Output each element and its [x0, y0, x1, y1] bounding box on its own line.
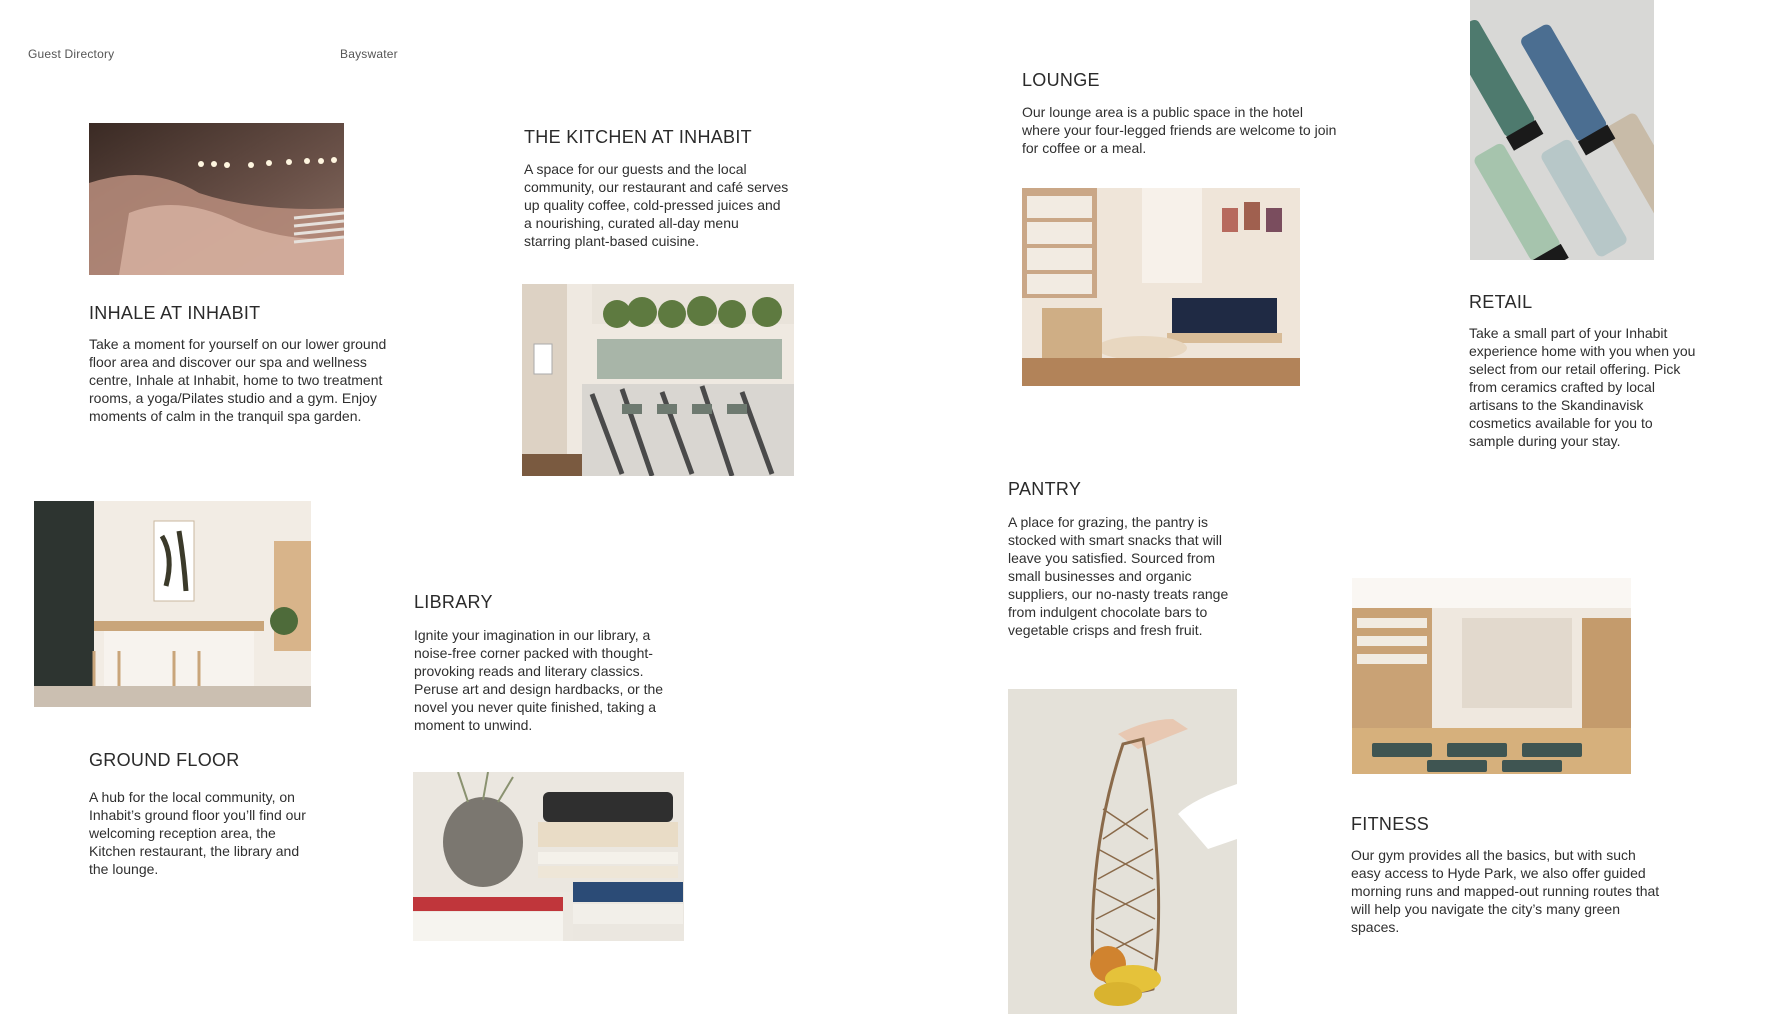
pantry-description: A place for grazing, the pantry is stocked with smart snacks that will leave you satisfied. Sourced from small businesses and organic suppliers, our no-nasty treats range from indulgent chocolate bars to vegetable crisps and fresh fruit.: [1008, 514, 1229, 638]
guest-directory-link[interactable]: Guest Directory: [28, 47, 115, 61]
kitchen-description: A space for our guests and the local community, our restaurant and café serves up quality coffee, cold-pressed juices and a nourishing, curated all-day menu starring plant-based cuisine.: [524, 161, 789, 249]
fitness-image: [1352, 578, 1631, 774]
location-link[interactable]: Bayswater: [340, 47, 398, 61]
kitchen-image: [522, 284, 794, 476]
retail-title: RETAIL: [1469, 292, 1533, 312]
spa-massage-image: [89, 123, 344, 275]
fitness-title: FITNESS: [1351, 814, 1430, 834]
ground-floor-title: GROUND FLOOR: [89, 750, 240, 770]
retail-description: Take a small part of your Inhabit experience home with you when you select from our retail offering. Pick from ceramics crafted by local artisans to the Skandinavisk cosmetics available for you to sample during your stay.: [1469, 325, 1696, 449]
ground-floor-image: [34, 501, 311, 707]
lounge-description: Our lounge area is a public space in the hotel where your four-legged friends are welcome to join for coffee or a meal.: [1022, 104, 1337, 156]
pantry-image: [1008, 689, 1237, 1014]
inhale-title: INHALE AT INHABIT: [89, 303, 261, 323]
fitness-description: Our gym provides all the basics, but with such easy access to Hyde Park, we also offer guided morning runs and mapped-out running routes that will help you navigate the city’s many green spaces.: [1351, 847, 1660, 935]
lounge-title: LOUNGE: [1022, 70, 1100, 90]
ground-floor-description: A hub for the local community, on Inhabit’s ground floor you’ll find our welcoming reception area, the Kitchen restaurant, the library and the lounge.: [89, 789, 306, 877]
pantry-title: PANTRY: [1008, 479, 1082, 499]
library-description: Ignite your imagination in our library, a noise-free corner packed with thought-provoking reads and literary classics. Peruse art and design hardbacks, or the novel you never quite finished, taking a moment to unwind.: [414, 627, 664, 733]
library-image: [413, 772, 684, 941]
library-title: LIBRARY: [414, 592, 493, 612]
kitchen-title: THE KITCHEN AT INHABIT: [524, 127, 752, 147]
retail-image: [1470, 0, 1654, 260]
lounge-image: [1022, 188, 1300, 386]
inhale-description: Take a moment for yourself on our lower ground floor area and discover our spa and wellness centre, Inhale at Inhabit, home to two treatment rooms, a yoga/Pilates studio and a gym. Enjoy moments of calm in the tranquil spa garden.: [89, 336, 387, 424]
